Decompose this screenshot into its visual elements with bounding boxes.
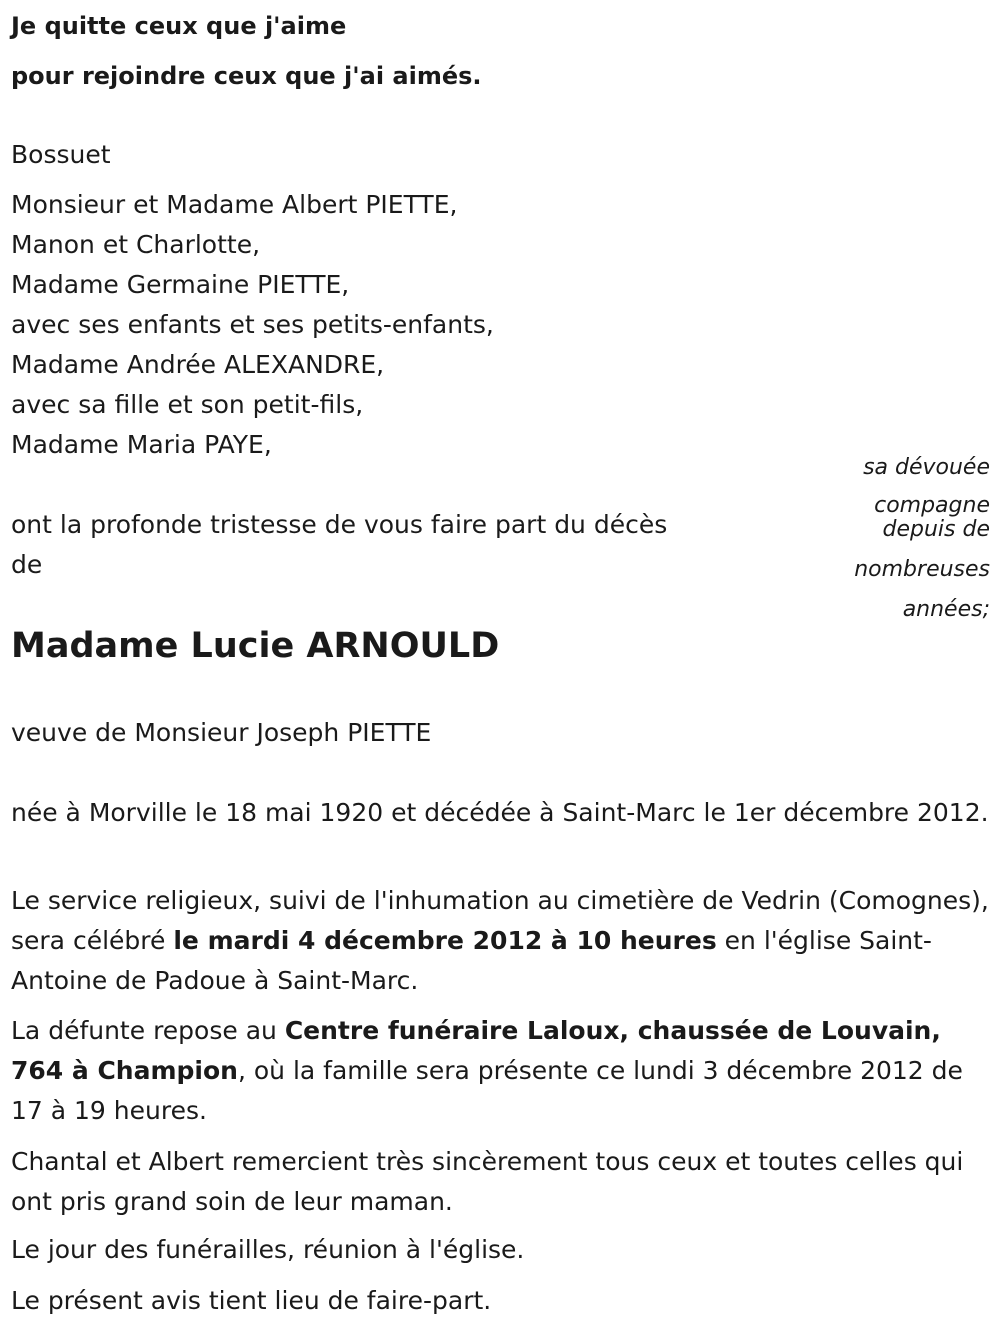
- closing-paragraph: Le présent avis tient lieu de faire-part.: [11, 1286, 492, 1315]
- side-note-line: compagne: [874, 493, 990, 518]
- service-paragraph: [11, 881, 996, 1001]
- side-note-line: sa dévouée: [863, 455, 990, 480]
- family-member: avec ses enfants et ses petits-enfants,: [11, 310, 494, 339]
- service-date: le mardi 4 décembre 2012 à 10 heures: [173, 926, 717, 955]
- family-member: Monsieur et Madame Albert PIETTE,: [11, 190, 458, 219]
- announcement-line-1: ont la profonde tristesse de vous faire part du décès: [11, 510, 668, 539]
- family-member: Madame Maria PAYE,: [11, 430, 272, 459]
- deceased-name: Madame Lucie ARNOULD: [11, 626, 500, 666]
- epigraph-line-1: Je quitte ceux que j'aime: [11, 12, 347, 40]
- family-member: Madame Germaine PIETTE,: [11, 270, 350, 299]
- birth-death-paragraph: née à Morville le 18 mai 1920 et décédée à Saint-Marc le 1er décembre 2012.: [11, 798, 989, 827]
- epigraph-line-2: pour rejoindre ceux que j'ai aimés.: [11, 62, 482, 90]
- announcement-line-2: de: [11, 550, 43, 579]
- family-member: avec sa fille et son petit-fils,: [11, 390, 364, 419]
- service-text: Le service religieux, suivi de l'inhumation au cimetière de Vedrin (Comognes), sera célébré: [11, 886, 989, 955]
- repose-text-end: , où la famille sera présente ce lundi 3 décembre 2012 de 17 à 19 heures.: [11, 1056, 963, 1125]
- side-note-line: nombreuses: [854, 557, 990, 582]
- family-member: Madame Andrée ALEXANDRE,: [11, 350, 385, 379]
- service-text-end: en l'église Saint-Antoine de Padoue à Saint-Marc.: [11, 926, 932, 995]
- reunion-paragraph: Le jour des funérailles, réunion à l'église.: [11, 1235, 525, 1264]
- side-note-line: années;: [902, 597, 990, 622]
- location: Bossuet: [11, 140, 111, 169]
- repose-place: Centre funéraire Laloux, chaussée de Louvain, 764 à Champion: [11, 1016, 941, 1085]
- repose-paragraph: [11, 1011, 996, 1131]
- side-note-line: depuis de: [882, 517, 990, 542]
- thanks-paragraph: Chantal et Albert remercient très sincèrement tous ceux et toutes celles qui ont pris grand soin de leur maman.: [11, 1147, 964, 1216]
- family-member: Manon et Charlotte,: [11, 230, 261, 259]
- widow-of: veuve de Monsieur Joseph PIETTE: [11, 718, 432, 747]
- repose-text: La défunte repose au: [11, 1016, 285, 1045]
